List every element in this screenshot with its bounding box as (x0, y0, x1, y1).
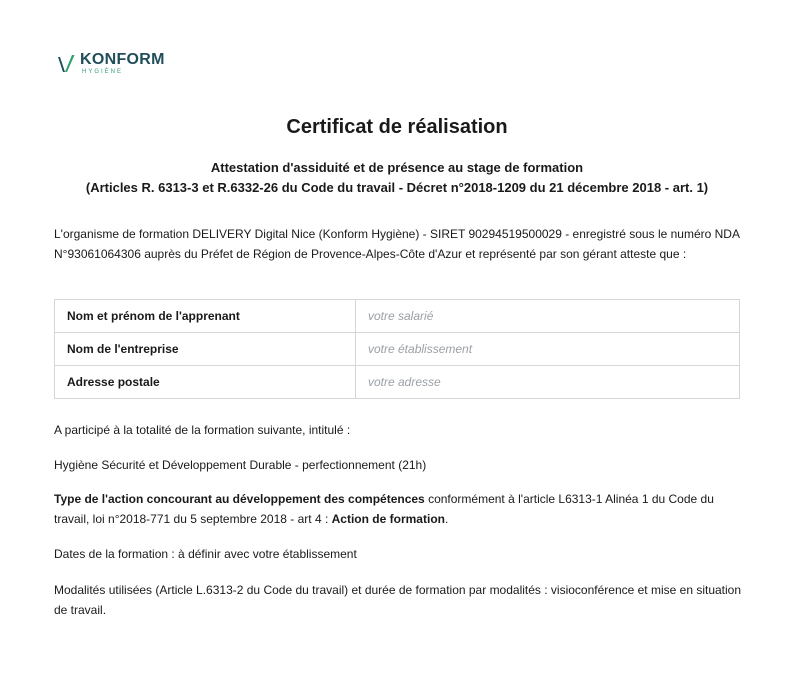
postal-address-value: votre adresse (356, 366, 740, 399)
logo-text (80, 52, 165, 76)
logo-check-icon (57, 53, 75, 75)
page-subtitle (0, 158, 794, 198)
company-name-label: Nom de l'entreprise (55, 333, 356, 366)
course-title: Hygiène Sécurité et Développement Durable - perfectionnement (21h) (54, 458, 427, 472)
subtitle-line-2: (Articles R. 6313-3 et R.6332-26 du Code du travail - Décret n°2018-1209 du 21 décembre 2018 - art. 1) (85, 180, 709, 195)
action-type-text: conformément à l'article L6313-1 Alinéa 1 du Code du travail, loi n°2018-771 du 5 septembre 2018 - art 4 : (54, 492, 714, 526)
page-title: Certificat de réalisation (286, 116, 508, 138)
learner-name-label: Nom et prénom de l'apprenant (55, 300, 356, 333)
dates-paragraph: Dates de la formation : à définir avec votre établissement (54, 547, 357, 561)
company-name-value: votre établissement (356, 333, 740, 366)
participation-paragraph: A participé à la totalité de la formation suivante, intitulé : (54, 423, 351, 437)
subtitle-line-1: Attestation d'assiduité et de présence au stage de formation (210, 160, 584, 175)
postal-address-label: Adresse postale (55, 366, 356, 399)
intro-paragraph: L'organisme de formation DELIVERY Digital Nice (Konform Hygiène) - SIRET 90294519500029 - enregistré sous le numéro NDA N°93061064306 auprès du Préfet de Région de Provence-Alpes-Côte d'Azur et représenté par son gérant atteste que : (54, 227, 740, 261)
company-logo (57, 52, 165, 76)
learner-info-table (54, 299, 740, 399)
logo-subtitle: HYGIÈNE (82, 69, 124, 75)
action-type-tail: Action de formation (331, 512, 445, 526)
action-type-paragraph (54, 489, 744, 529)
action-type-lead: Type de l'action concourant au développement des compétences (54, 492, 425, 506)
modalities-paragraph: Modalités utilisées (Article L.6313-2 du Code du travail) et durée de formation par modalités : visioconférence et mise en situation de travail. (54, 583, 742, 617)
learner-name-value: votre salarié (356, 300, 740, 333)
action-type-end: . (444, 512, 449, 526)
table-row (55, 366, 740, 399)
table-row (55, 300, 740, 333)
logo-name: KONFORM (80, 51, 165, 68)
table-row (55, 333, 740, 366)
